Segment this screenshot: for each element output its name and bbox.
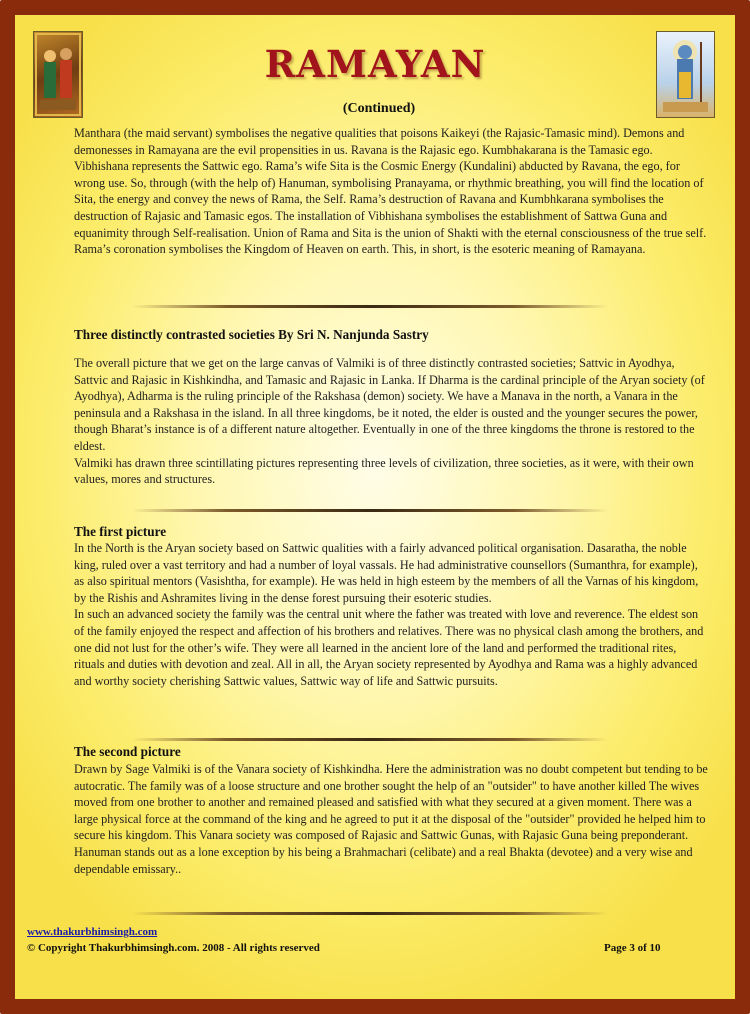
societies-section [74,355,708,488]
second-picture-heading: The second picture [74,744,181,759]
second-picture-paragraph: Drawn by Sage Valmiki is of the Vanara society of Kishkindha. Here the administration was no doubt competent but tending to be autocratic. The family was of a loose structure and one brother sought the help of an "outsider" to have another killed The wives moved from one brother to another and remained pleased and satisfied with what they secured at a given moment. There was a large physical force at the command of the king and he agreed to put it at the disposal of the "outsider" provided he helped him to secure his kingdom. This Vanara society was composed of Rajasic and Sattwic Gunas, with Rajasic Guna being preponderant. Hanuman stands out as a lone exception by his being a Brahmachari (celibate) and a real Bhakta (devotee) and a very wise and dependable emissary.. [74,762,708,876]
section-divider [132,509,608,512]
intro-section [74,125,708,258]
societies-heading: Three distinctly contrasted societies By Sri N. Nanjunda Sastry [74,327,429,342]
societies-paragraph-2: Valmiki has drawn three scintillating pictures representing three levels of civilization, three societies, as it were, with their own values, mores and structures. [74,455,694,487]
copyright-text: © Copyright Thakurbhimsingh.com. 2008 - All rights reserved [27,942,320,954]
first-picture-paragraph-1: In the North is the Aryan society based on Sattwic qualities with a fairly advanced political organisation. Dasaratha, the noble king, ruled over a vast territory and had a number of loyal vassals. He had administrative counsellors (Sumanthra, for example), as also spiritual mentors (Vasishtha, for example). He was held in high esteem by the members of all the Varnas of his kingdom, by the Rishis and Ashramites living in the dense forest pursuing their esoteric studies. [74,541,699,605]
first-picture-heading: The first picture [74,524,167,539]
first-picture-section [74,540,708,689]
page-subtitle: (Continued) [342,101,416,116]
section-divider [132,738,608,741]
section-divider [132,912,608,915]
intro-paragraph: Manthara (the maid servant) symbolises the negative qualities that poisons Kaikeyi (the Rajasic-Tamasic mind). Demons and demonesses in Ramayana are the evil propensities in us. Ravana is the Rajasic ego. Kumbhakarana is the Tamasic ego. Vibhishana represents the Sattwic ego. Rama’s wife Sita is the Cosmic Energy (Kundalini) abducted by Ravana, the ego, for wrong use. So, through (with the help of) Hanuman, symbolising Pranayama, or rhythmic breathing, you will find the location of Sita, the energy and convey the news of Rama, the Self. Rama’s destruction of Ravana and Kumbhkarana symbolises the destruction of Rajasic and Tamasic egos. The installation of Vibhishana symbolises the establishment of Sattwa Guna and equanimity through Self-realisation. Union of Rama and Sita is the union of Shakti with the eternal consciousness of the true self. Rama’s coronation symbolises the Kingdom of Heaven on earth. This, in short, is the esoteric meaning of Ramayana. [74,126,707,257]
second-picture-section [74,761,708,877]
societies-paragraph-1: The overall picture that we get on the large canvas of Valmiki is of three distinctly contrasted societies; Sattvic in Ayodhya, Sattvic and Rajasic in Kishkindha, and Tamasic and Rajasic in Lanka. If Dharma is the cardinal principle of the Aryan society (of Ayodhya), Adharma is the ruling principle of the Rakshasa (demon) society. We have a Manava in the north, a Vanara in the peninsula and a Rakshasa in the island. In all three kingdoms, be it noted, the elder is ousted and the younger secures the power, though Bharat’s instance is of a different nature altogether. Eventually in one of the three kingdoms the throne is restored to the eldest. [74,356,705,453]
page-title: RAMAYAN [264,42,486,86]
website-link[interactable]: www.thakurbhimsingh.com [27,926,158,938]
first-picture-paragraph-2: In such an advanced society the family was the central unit where the father was treated with love and reverence. The eldest son of the family enjoyed the respect and affection of his brothers and relatives. There was no physical clash among the brothers, and one did not lust for the other’s wife. They were all learned in the ancient lore of the land and performed the traditional rites, rituals and duties with devotion and zeal. All in all, the Aryan society represented by Ayodhya and Rama was a highly advanced and worthy society cherishing Sattwic values, Sattwic way of life and Sattwic pursuits. [74,607,704,688]
page-number: Page 3 of 10 [604,942,661,954]
section-divider [132,305,608,308]
